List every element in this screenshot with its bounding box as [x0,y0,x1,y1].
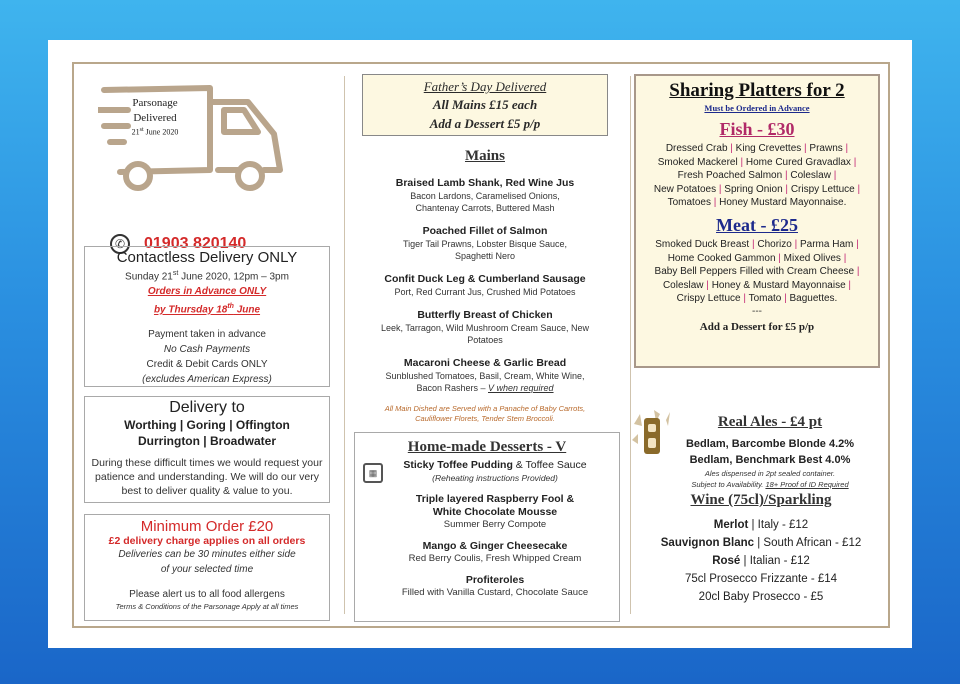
desserts-title: Home-made Desserts - V [407,439,567,455]
platter-item: Home Cooked Gammon [667,252,776,264]
dish-name: Macaroni Cheese & Garlic Bread [403,357,567,369]
dessert-description: Red Berry Coulis, Fresh Whipped Cream [408,553,582,564]
middle-column [350,64,630,626]
dish-description: Tiger Tail Prawns, Lobster Bisque Sauce, Spaghetti Nero [402,239,568,261]
platter-item: Fresh Poached Salmon [677,170,783,182]
wine-title: Wine (75cl)/Sparkling [690,492,832,508]
dessert-name: Triple layered Raspberry Fool & White Chocolate Mousse [415,493,575,518]
item-separator: | [781,293,790,305]
right-column [630,64,892,626]
item-separator: | [853,238,859,250]
sharing-platters-subtitle: Must be Ordered in Advance [704,103,810,113]
desserts-list [355,459,619,599]
delivery-message: During these difficult times we would request your patience and understanding. We will do our very best to deliver quality & value to you. [91,457,323,497]
mains-title: Mains [464,148,505,164]
list-item [350,356,620,394]
platter-item: Spring Onion [724,183,783,195]
truck-line-1: Parsonage [132,97,178,109]
list-item [371,493,619,531]
menu-frame [72,62,890,628]
item-separator: | [842,143,849,154]
wine-item: Merlot | Italy - £12 [713,519,809,531]
dish-name: Braised Lamb Shank, Red Wine Jus [395,177,575,189]
wine-item: Sauvignon Blanc | South African - £12 [660,537,862,549]
truck-caption [120,96,190,138]
delivery-towns-1: Worthing | Goring | Offington [124,418,290,432]
truck-date: 21st June 2020 [131,126,179,137]
sharing-platters-title: Sharing Platters for 2 [669,80,845,101]
minimum-order-box [84,514,330,621]
allergen-note: Please alert us to all food allergens [129,589,285,600]
fathers-day-box [362,74,608,136]
cards-only: Credit & Debit Cards ONLY [146,358,268,370]
sharing-platters-box [634,74,880,368]
list-item [371,540,619,565]
dessert-description: Summer Berry Compote [443,519,547,530]
mains-list [350,176,620,404]
wine-list [630,516,892,606]
fathers-day-title: Father’s Day Delivered [423,79,547,94]
list-item [350,272,620,298]
platter-item: Tomato [748,293,782,305]
mains-side-note: All Main Dished are Served with a Panache of Baby Carrots, Cauliflower Florets, Tender Stem Broccoli. [384,404,586,423]
item-separator: | [740,293,749,305]
item-separator: | [840,252,847,264]
dessert-description: Filled with Vanilla Custard, Chocolate Sauce [401,587,589,598]
delivery-towns-2: Durrington | Broadwater [137,434,277,448]
desserts-box [354,432,620,622]
dessert-name: Profiteroles [465,574,525,586]
item-separator: | [782,170,791,182]
minimum-order-title: Minimum Order £20 [140,518,274,535]
dish-description: Bacon Lardons, Caramelised Onions, Chantenay Carrots, Buttered Mash [410,191,560,213]
item-separator: | [854,266,860,278]
meat-platter-title: Meat - £25 [716,214,798,235]
brewery-logo-icon [630,410,674,460]
dish-name: Confit Duck Leg & Cumberland Sausage [384,273,586,285]
item-separator: | [727,143,736,154]
platter-item: Honey Mustard Mayonnaise. [719,197,847,209]
item-separator: | [830,170,837,182]
wine-item: 20cl Baby Prosecco - £5 [698,591,824,603]
ale-availability-note: Subject to Availability. 18+ Proof of ID Required [691,480,849,489]
ale-container-note: Ales dispensed in 2pt sealed container. [704,469,836,478]
wine-item: 75cl Prosecco Frizzante - £14 [684,573,838,585]
list-item [371,459,619,484]
list-item [350,224,620,262]
add-dessert-note: Add a Dessert for £5 p/p [699,320,815,333]
platter-item: Crispy Lettuce [676,293,741,305]
platter-item: New Potatoes [653,183,717,195]
fish-platter-title: Fish - £30 [719,119,795,139]
amex-exclusion: (excludes American Express) [142,373,272,385]
contactless-title: Contactless Delivery ONLY [116,249,298,266]
list-item [350,176,620,214]
dessert-name: Mango & Ginger Cheesecake [422,540,568,552]
wine-item: Rosé | Italian - £12 [712,555,810,567]
delivery-title: Delivery to [169,399,245,416]
platter-item: King Crevettes [735,143,802,154]
platter-item: Dressed Crab [665,143,728,154]
phone-icon: ✆ [110,234,130,254]
item-separator: | [850,156,857,168]
meat-platter-items [636,238,878,306]
menu-sheet [48,40,912,648]
item-separator: | [791,238,800,250]
dish-description: Sunblushed Tomatoes, Basil, Cream, White Wine, Bacon Rashers – V when required [385,371,585,393]
platter-item: Crispy Lettuce [790,183,855,195]
platter-item: Home Cured Gravadlax [745,156,851,168]
item-separator: | [710,197,720,209]
real-ales-title: Real Ales - £4 pt [717,414,823,430]
item-separator: | [801,143,810,154]
platter-item: Baguettes. [789,293,838,305]
delivery-area-box [84,396,330,503]
phone-number[interactable]: 01903 820140 [144,235,247,252]
truck-line-2: Delivered [133,111,177,124]
item-separator: | [716,183,725,195]
platter-item: Parma Ham [799,238,854,250]
delivery-window: Deliveries can be 30 minutes either side of your selected time [118,549,296,575]
item-separator: | [775,252,784,264]
contactless-box [84,246,330,387]
platter-item: Baby Bell Peppers Filled with Cream Cheese [654,266,855,278]
payment-info: Payment taken in advance [148,328,266,340]
item-separator: | [845,279,852,291]
platter-item: Honey & Mustard Mayonnaise [711,279,846,291]
platter-item: Prawns [809,143,843,154]
ale-item: Bedlam, Benchmark Best 4.0% [689,454,851,466]
no-cash: No Cash Payments [163,343,251,355]
platter-item: Mixed Olives [783,252,841,264]
orders-in-advance: Orders in Advance ONLY [147,286,267,298]
item-separator: | [782,183,791,195]
item-separator: | [737,156,746,168]
order-deadline: by Thursday 18th June [153,303,261,316]
separator-dashes: --- [752,305,762,317]
platter-item: Chorizo [757,238,792,250]
ale-item: Bedlam, Barcombe Blonde 4.2% [685,438,855,450]
dessert-name: Sticky Toffee Pudding & Toffee Sauce [403,459,587,471]
fathers-day-dessert-price: Add a Dessert £5 p/p [429,116,541,131]
dish-description: Leek, Tarragon, Wild Mushroom Cream Sauce, New Potatoes [381,323,589,345]
item-separator: | [703,279,712,291]
list-item [371,574,619,599]
ales-list [670,436,870,490]
dessert-description: (Reheating instructions Provided) [432,473,558,483]
platter-item: Coleslaw [790,170,831,182]
delivery-charge: £2 delivery charge applies on all orders [108,535,306,547]
reheat-icon: ▦ [363,463,383,483]
platter-item: Tomatoes [667,197,711,209]
terms-note: Terms & Conditions of the Parsonage Apply at all times [115,602,299,611]
fish-platter-items [636,142,878,210]
fathers-day-mains-price: All Mains £15 each [432,97,538,112]
delivery-date: Sunday 21st June 2020, 12pm – 3pm [125,270,289,283]
column-divider [344,76,345,614]
platter-item: Smoked Duck Breast [655,238,750,250]
item-separator: | [749,238,758,250]
dish-name: Poached Fillet of Salmon [422,225,548,237]
platter-item: Smoked Mackerel [657,156,738,168]
dish-name: Butterfly Breast of Chicken [417,309,553,321]
left-column [74,64,340,626]
dish-description: Port, Red Currant Jus, Crushed Mid Potatoes [394,287,576,297]
list-item [350,308,620,346]
item-separator: | [854,183,861,195]
platter-item: Coleslaw [662,279,704,291]
